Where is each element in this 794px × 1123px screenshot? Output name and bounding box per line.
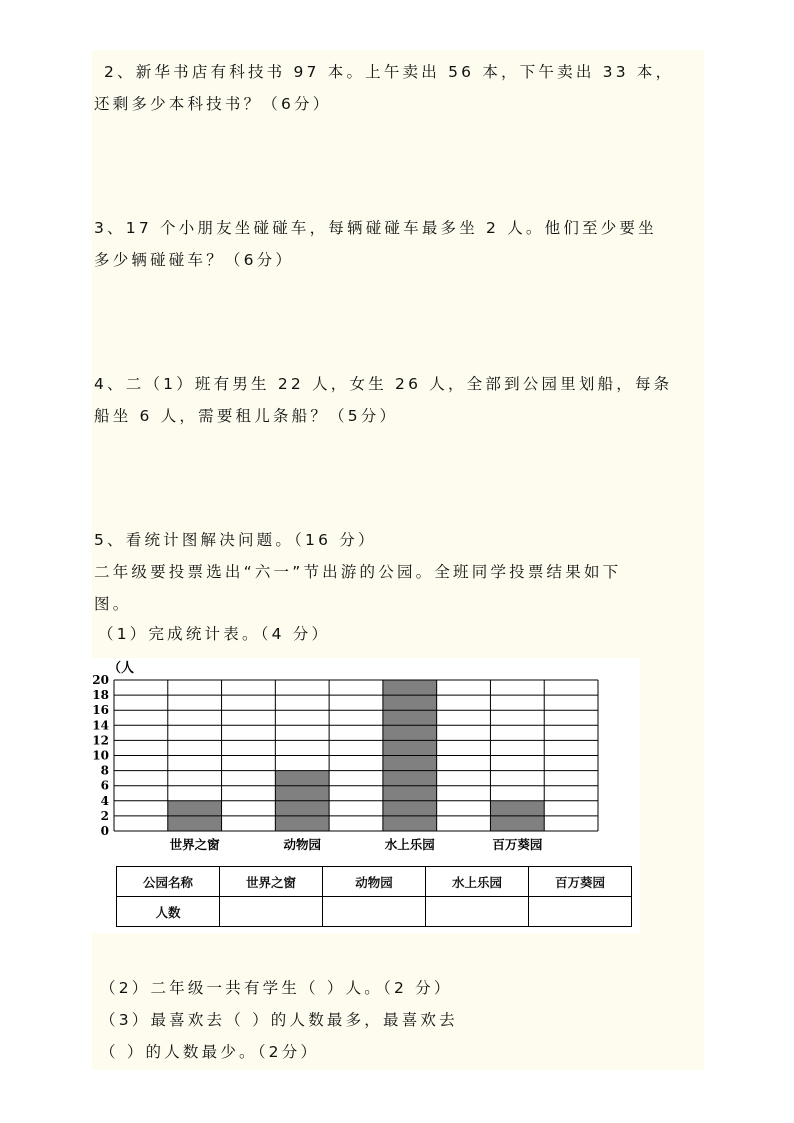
q5-sub1: （1）完成统计表。（4 分）	[98, 625, 331, 643]
answer-cell[interactable]	[426, 897, 529, 927]
y-tick-label: 0	[100, 824, 109, 838]
table-cell: 动物园	[323, 867, 426, 897]
y-tick-label: 16	[92, 703, 109, 718]
answer-cell[interactable]	[220, 897, 323, 927]
table-cell: 公园名称	[117, 867, 220, 897]
y-tick-label: 10	[92, 748, 109, 763]
y-tick-label: 6	[100, 778, 109, 793]
category-label: 动物园	[283, 837, 321, 852]
stats-table	[116, 866, 632, 927]
y-tick-label: 18	[92, 688, 109, 703]
table-cell: 百万葵园	[529, 867, 632, 897]
y-tick-label: 14	[92, 718, 109, 733]
q5-line2: 图。	[94, 595, 132, 613]
category-label: 水上乐园	[384, 837, 435, 852]
answer-cell[interactable]	[529, 897, 632, 927]
y-tick-label: 4	[100, 793, 109, 808]
category-label: 百万葵园	[492, 837, 543, 852]
q5-sub3a: （3）最喜欢去（ ）的人数最多，最喜欢去	[100, 1011, 458, 1029]
answer-cell[interactable]	[323, 897, 426, 927]
table-cell: 世界之窗	[220, 867, 323, 897]
y-tick-label: 8	[100, 763, 109, 778]
y-axis-label: （人	[108, 661, 135, 676]
q5-sub3b: （ ）的人数最少。（2分）	[100, 1043, 320, 1061]
q4-line2: 船坐 6 人，需要租儿条船？（5分）	[94, 407, 399, 425]
q3-line1: 3、17 个小朋友坐碰碰车，每辆碰碰车最多坐 2 人。他们至少要坐	[94, 219, 657, 237]
q5-line1: 二年级要投票选出“六一”节出游的公园。全班同学投票结果如下	[94, 563, 622, 581]
q2-line1: 2、新华书店有科技书 97 本。上午卖出 56 本，下午卖出 33 本，	[104, 63, 675, 81]
q4-line1: 4、二（1）班有男生 22 人，女生 26 人，全部到公园里划船，每条	[94, 375, 673, 393]
table-row	[117, 897, 632, 927]
category-label: 世界之窗	[169, 837, 220, 852]
q5-title: 5、看统计图解决问题。（16 分）	[94, 531, 377, 549]
bar-chart	[92, 658, 640, 863]
y-tick-label: 2	[100, 808, 109, 823]
table-cell: 水上乐园	[426, 867, 529, 897]
q5-sub2: （2）二年级一共有学生（ ）人。（2 分）	[100, 979, 453, 997]
table-header-row	[117, 867, 632, 897]
y-tick-label: 12	[92, 733, 109, 748]
table-cell: 人数	[117, 897, 220, 927]
y-tick-label: 20	[92, 673, 109, 687]
q3-line2: 多少辆碰碰车？（6分）	[94, 251, 295, 269]
q2-line2: 还剩多少本科技书？（6分）	[94, 95, 332, 113]
